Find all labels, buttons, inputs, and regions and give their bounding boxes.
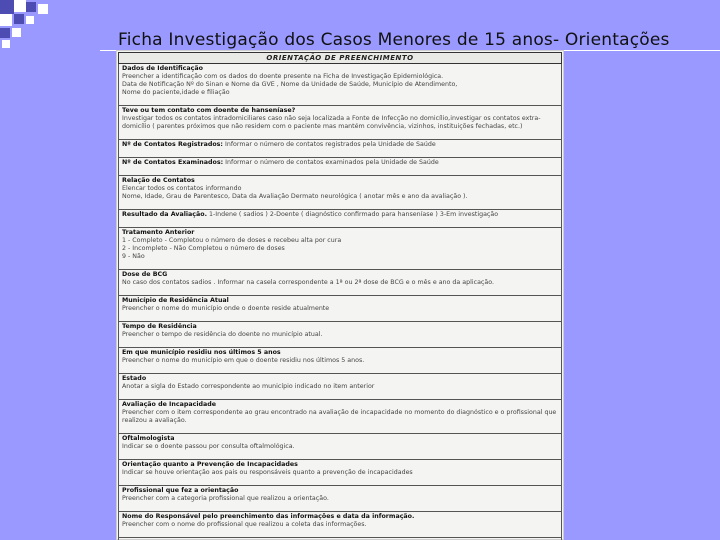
document-body	[118, 64, 562, 540]
document-section	[119, 176, 561, 210]
corner-square	[26, 16, 34, 24]
section-text: Anotar a sigla do Estado correspondente ao município indicado no item anterior	[122, 383, 375, 390]
section-text: Preencher com o item correspondente ao grau encontrado na avaliação de incapacidade no momento do diagnóstico e o profissional que realizou a avaliação.	[122, 409, 557, 424]
section-heading: Estado	[122, 375, 147, 382]
document-header: ORIENTAÇÃO DE PREENCHIMENTO	[118, 52, 562, 64]
document-section	[119, 64, 561, 106]
document-section	[119, 486, 561, 512]
section-text: Elencar todos os contatos informando Nome, Idade, Grau de Parentesco, Data da Avaliação Dermato neurológica ( anotar mês e ano da avaliação ).	[122, 185, 468, 200]
section-heading: Município de Residência Atual	[122, 297, 229, 304]
corner-square	[0, 0, 14, 14]
corner-square	[0, 28, 10, 38]
document-section	[119, 158, 561, 176]
section-heading: Em que município residiu nos últimos 5 anos	[122, 349, 281, 356]
document-section	[119, 460, 561, 486]
document-section	[119, 322, 561, 348]
section-heading: Dados de Identificação	[122, 65, 203, 72]
section-heading: Dose de BCG	[122, 271, 168, 278]
corner-square	[26, 2, 36, 12]
section-text: Preencher com o nome do profissional que realizou a coleta das informações.	[122, 521, 367, 528]
document-section	[119, 140, 561, 158]
corner-square	[38, 4, 48, 14]
section-text: 1-Indene ( sadios ) 2-Doente ( diagnóstico confirmado para hanseníase ) 3-Em investigação	[209, 211, 499, 218]
section-text: 1 - Completo - Completou o número de doses e recebeu alta por cura 2 - Incompleto - Não Completou o número de doses 9 - Não	[122, 237, 342, 260]
section-heading: Tempo de Residência	[122, 323, 197, 330]
document-section	[119, 348, 561, 374]
section-heading: Profissional que fez a orientação	[122, 487, 239, 494]
section-text: Investigar todos os contatos intradomiciliares caso não seja localizada a Fonte de Infecção no domicílio,investigar os contatos extra-domicílio ( parentes próximos que não residem com o paciente mas mantém convivência, vizinhos, instituições fechadas, etc.)	[122, 115, 541, 130]
document-section	[119, 106, 561, 140]
document-section	[119, 210, 561, 228]
section-text: Preencher com a categoria profissional que realizou a orientação.	[122, 495, 329, 502]
section-text: Indicar se houve orientação aos pais ou responsáveis quanto a prevenção de incapacidades	[122, 469, 413, 476]
slide-title: Ficha Investigação dos Casos Menores de 15 anos- Orientações	[118, 30, 670, 50]
scanned-document	[116, 50, 564, 540]
section-heading: Teve ou tem contato com doente de hanseníase?	[122, 107, 296, 114]
section-heading: Oftalmologista	[122, 435, 175, 442]
section-text: Informar o número de contatos examinados pela Unidade de Saúde	[225, 159, 439, 166]
section-text: Preencher o tempo de residência do doente no município atual.	[122, 331, 323, 338]
section-heading: Nome do Responsável pelo preenchimento das informações e data da informação.	[122, 513, 415, 520]
corner-square	[14, 0, 26, 12]
section-heading: Orientação quanto a Prevenção de Incapacidades	[122, 461, 298, 468]
corner-square	[12, 28, 21, 37]
section-heading: Resultado da Avaliação.	[122, 211, 208, 218]
section-text: No caso dos contatos sadios . Informar na casela correspondente a 1ª ou 2ª dose de BCG e o mês e ano da aplicação.	[122, 279, 494, 286]
section-text: Preencher a identificação com os dados do doente presente na Ficha de Investigação Epidemiológica. Data de Notificação Nº do Sinan e Nome da GVE , Nome da Unidade de Saúde, Município de Atendimento, Nome do paciente,idade e filiação	[122, 73, 458, 96]
section-text: Preencher o nome do município onde o doente reside atualmente	[122, 305, 330, 312]
corner-square	[2, 40, 10, 48]
section-text: Informar o número de contatos registrados pela Unidade de Saúde	[224, 141, 436, 148]
document-section	[119, 374, 561, 400]
corner-square	[14, 14, 24, 24]
section-text: Indicar se o doente passou por consulta oftalmológica.	[122, 443, 295, 450]
corner-square	[0, 14, 12, 26]
document-section	[119, 228, 561, 270]
section-heading: Nº de Contatos Examinados:	[122, 159, 224, 166]
document-section	[119, 270, 561, 296]
section-heading: Tratamento Anterior	[122, 229, 195, 236]
section-heading: Relação de Contatos	[122, 177, 195, 184]
section-heading: Nº de Contatos Registrados:	[122, 141, 223, 148]
document-section	[119, 512, 561, 538]
section-heading: Avaliação de Incapacidade	[122, 401, 217, 408]
document-section	[119, 296, 561, 322]
document-section	[119, 400, 561, 434]
section-text: Preencher o nome do município em que o doente residiu nos últimos 5 anos.	[122, 357, 365, 364]
document-section	[119, 434, 561, 460]
